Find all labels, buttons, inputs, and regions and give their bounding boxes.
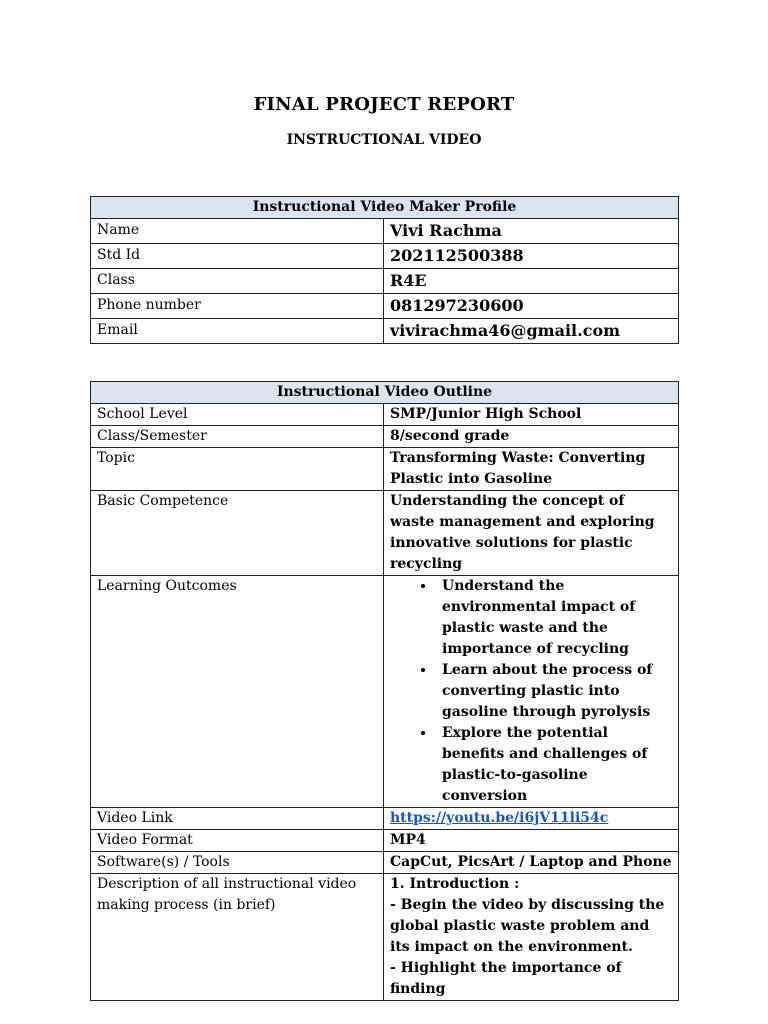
school-level-label: School Level	[91, 404, 384, 426]
name-label: Name	[91, 219, 384, 244]
table-row	[91, 576, 679, 808]
maker-profile-table	[90, 196, 679, 344]
table-row	[91, 219, 679, 244]
name-value: Vivi Rachma	[384, 219, 679, 244]
video-outline-table	[90, 381, 679, 1001]
email-value: vivirachma46@gmail.com	[384, 319, 679, 344]
description-line: - Highlight the importance of finding	[390, 960, 622, 997]
table-row	[91, 294, 679, 319]
video-format-value: MP4	[384, 830, 679, 852]
phone-value: 081297230600	[384, 294, 679, 319]
table-row	[91, 874, 679, 1001]
video-link-label: Video Link	[91, 808, 384, 830]
std-id-value: 202112500388	[384, 244, 679, 269]
description-label: Description of all instructional video making process (in brief)	[91, 874, 384, 1001]
description-value	[384, 874, 679, 1001]
table-row	[91, 852, 679, 874]
topic-label: Topic	[91, 448, 384, 491]
description-line: 1. Introduction :	[390, 876, 520, 892]
topic-value: Transforming Waste: Converting Plastic into Gasoline	[384, 448, 679, 491]
table-row	[91, 491, 679, 576]
table-row	[91, 244, 679, 269]
learning-outcomes-list	[390, 576, 672, 807]
profile-heading: Instructional Video Maker Profile	[91, 197, 679, 219]
class-semester-value: 8/second grade	[384, 426, 679, 448]
report-title: FINAL PROJECT REPORT	[253, 94, 515, 115]
video-link-cell	[384, 808, 679, 830]
email-label: Email	[91, 319, 384, 344]
basic-competence-value: Understanding the concept of waste management and exploring innovative solutions for plastic recycling	[384, 491, 679, 576]
class-label: Class	[91, 269, 384, 294]
learning-outcomes-label: Learning Outcomes	[91, 576, 384, 808]
table-row	[91, 269, 679, 294]
list-item: • Understand the environmental impact of plastic waste and the importance of recycling	[436, 576, 672, 660]
class-semester-label: Class/Semester	[91, 426, 384, 448]
table-row	[91, 808, 679, 830]
video-format-label: Video Format	[91, 830, 384, 852]
std-id-label: Std Id	[91, 244, 384, 269]
video-link[interactable]: https://youtu.be/i6jV11li54c	[390, 810, 609, 826]
software-label: Software(s) / Tools	[91, 852, 384, 874]
table-row	[91, 404, 679, 426]
list-item: • Learn about the process of converting plastic into gasoline through pyrolysis	[436, 660, 672, 723]
learning-outcomes-value	[384, 576, 679, 808]
table-row	[91, 830, 679, 852]
class-value: R4E	[384, 269, 679, 294]
table-row	[91, 426, 679, 448]
outline-heading: Instructional Video Outline	[91, 382, 679, 404]
table-row	[91, 319, 679, 344]
software-value: CapCut, PicsArt / Laptop and Phone	[384, 852, 679, 874]
school-level-value: SMP/Junior High School	[384, 404, 679, 426]
phone-label: Phone number	[91, 294, 384, 319]
list-item: • Explore the potential benefits and challenges of plastic-to-gasoline conversion	[436, 723, 672, 807]
table-row	[91, 448, 679, 491]
basic-competence-label: Basic Competence	[91, 491, 384, 576]
report-subtitle: INSTRUCTIONAL VIDEO	[286, 132, 482, 148]
description-line: - Begin the video by discussing the global plastic waste problem and its impact on the environment.	[390, 897, 665, 955]
